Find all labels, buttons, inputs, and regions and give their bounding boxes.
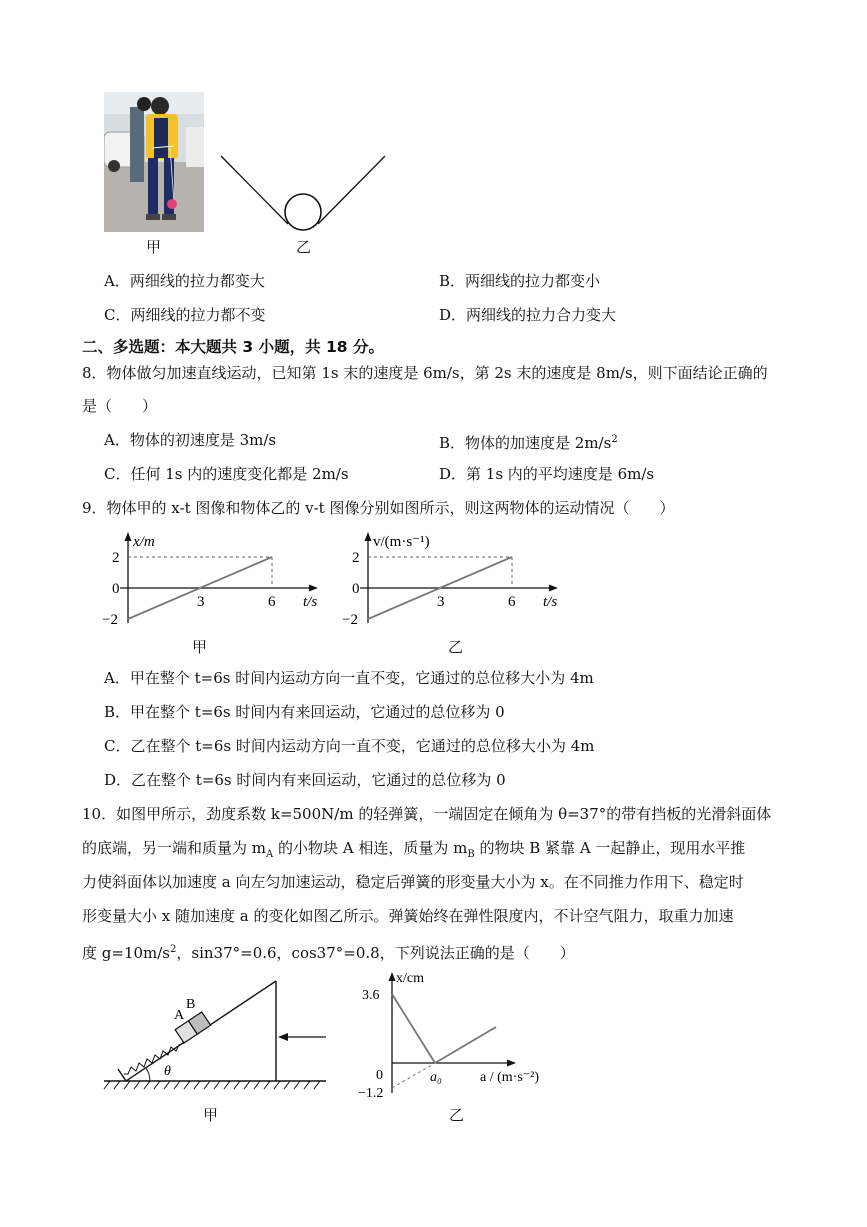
graph-yi-label: 乙	[448, 638, 464, 656]
xa-a0: a₀	[430, 1070, 442, 1085]
q7-option-a[interactable]: A．两细线的拉力都变大	[104, 272, 265, 290]
x-a-graph	[352, 965, 562, 1105]
graph-yi-ylabel: v/(m·s⁻¹)	[373, 534, 430, 550]
graph-jia-label: 甲	[192, 638, 208, 656]
graph-jia-tick-neg2: −2	[102, 612, 118, 628]
xa-y-arrow	[389, 972, 396, 981]
graph-jia-tick-3: 3	[197, 594, 205, 610]
q8-option-b-text: B．物体的加速度是 2m/s	[439, 434, 612, 452]
q8-stem-line1: 8．物体做匀加速直线运动，已知第 1s 末的速度是 6m/s，第 2s 末的速度是 8m/s，则下面结论正确的	[82, 364, 768, 382]
q8-option-b[interactable]	[439, 430, 618, 453]
q7-option-b[interactable]: B．两细线的拉力都变小	[439, 272, 601, 290]
q8-stem-line2: 是（ ）	[82, 397, 158, 415]
q10-sub-b: B	[467, 849, 475, 860]
stopper-plate	[118, 1069, 126, 1081]
graph-yi-tick-3: 3	[437, 594, 445, 610]
yoyo-diagram	[218, 150, 390, 240]
xa-dash-extension	[392, 1063, 435, 1088]
graph-yi-y-arrow	[365, 532, 372, 541]
photo-yoyo	[104, 92, 204, 232]
q8-option-b-sup: 2	[611, 434, 618, 445]
ground-hatching	[104, 1081, 320, 1089]
graph-jia-xlabel: t/s	[303, 594, 318, 610]
xa-xlabel: a / (m·s⁻²)	[480, 1070, 540, 1085]
q9-stem: 9．物体甲的 x-t 图像和物体乙的 v-t 图像分别如图所示，则这两物体的运动情况（ ）	[82, 499, 675, 517]
q10-line1: 10．如图甲所示，劲度系数 k=500N/m 的轻弹簧，一端固定在倾角为 θ=37°的带有挡板的光滑斜面体	[82, 805, 772, 823]
q10-line5	[82, 940, 575, 963]
x-a-caption: 乙	[449, 1106, 465, 1124]
graph-yi-tick-6: 6	[508, 594, 516, 610]
section-title: 二、多选题：本大题共 3 小题，共 18 分。	[82, 338, 384, 356]
graph-yi-tick-neg2: −2	[342, 612, 358, 628]
q8-option-d[interactable]: D．第 1s 内的平均速度是 6m/s	[439, 465, 655, 483]
xa-tick-neg12: −1.2	[358, 1086, 384, 1101]
xa-tick-0: 0	[376, 1068, 383, 1083]
q10-line2-c: 的物块 B 紧靠 A 一起静止，现用水平推	[474, 839, 746, 857]
theta-label: θ	[164, 1064, 171, 1079]
graph-yi	[340, 528, 580, 628]
graph-jia-tick-0: 0	[112, 581, 120, 597]
q10-sub-a: A	[266, 849, 274, 860]
xa-x-arrow	[507, 1060, 516, 1067]
xa-tick-36: 3.6	[362, 988, 380, 1003]
graph-yi-tick-0: 0	[352, 581, 360, 597]
theta-arc	[146, 1068, 150, 1081]
graph-jia-ylabel: x/m	[133, 534, 155, 550]
graph-yi-tick-2: 2	[352, 550, 360, 566]
q10-line5-b: ，sin37°=0.6，cos37°=0.8，下列说法正确的是（ ）	[176, 944, 575, 962]
q10-line2	[82, 838, 745, 865]
q10-line4: 形变量大小 x 随加速度 a 的变化如图乙所示。弹簧始终在弹性限度内，不计空气阻力，取重力加速	[82, 907, 734, 925]
push-arrow-head	[278, 1033, 288, 1041]
xa-ylabel: x/cm	[396, 971, 424, 986]
q9-option-b[interactable]: B．甲在整个 t=6s 时间内有来回运动，它通过的总位移为 0	[104, 703, 505, 721]
graph-jia-tick-2: 2	[112, 550, 120, 566]
q9-option-d[interactable]: D．乙在整个 t=6s 时间内有来回运动，它通过的总位移为 0	[104, 771, 506, 789]
incline-caption: 甲	[203, 1106, 219, 1124]
q8-option-c[interactable]: C．任何 1s 内的速度变化都是 2m/s	[104, 465, 349, 483]
q7-option-c[interactable]: C．两细线的拉力都不变	[104, 306, 266, 324]
incline-diagram	[100, 975, 340, 1100]
q9-option-a[interactable]: A．甲在整个 t=6s 时间内运动方向一直不变，它通过的总位移大小为 4m	[104, 669, 594, 687]
graph-jia	[100, 528, 330, 628]
q10-line3: 力使斜面体以加速度 a 向左匀加速运动，稳定后弹簧的形变量大小为 x。在不同推力作用下、稳定时	[82, 873, 744, 891]
photo-illustration	[104, 92, 204, 232]
q10-line2-b: 的小物块 A 相连，质量为 m	[273, 839, 468, 857]
graph-yi-xlabel: t/s	[543, 594, 558, 610]
graph-jia-y-arrow	[125, 532, 132, 541]
fig-label-yi: 乙	[296, 238, 312, 256]
q9-option-c[interactable]: C．乙在整个 t=6s 时间内运动方向一直不变，它通过的总位移大小为 4m	[104, 737, 595, 755]
q10-line2-a: 的底端，另一端和质量为 m	[82, 839, 266, 857]
graph-jia-x-arrow	[309, 585, 318, 592]
q7-option-d[interactable]: D．两细线的拉力合力变大	[439, 306, 617, 324]
label-a: A	[174, 1008, 185, 1023]
graph-jia-tick-6: 6	[268, 594, 276, 610]
label-b: B	[186, 997, 196, 1012]
graph-yi-x-arrow	[549, 585, 558, 592]
q10-line5-sup: 2	[170, 944, 177, 955]
q8-option-a[interactable]: A．物体的初速度是 3m/s	[104, 431, 277, 449]
xa-line-down	[392, 994, 435, 1063]
xa-line-up	[435, 1027, 496, 1063]
q10-line5-a: 度 g=10m/s	[82, 944, 171, 962]
fig-label-jia: 甲	[146, 238, 162, 256]
